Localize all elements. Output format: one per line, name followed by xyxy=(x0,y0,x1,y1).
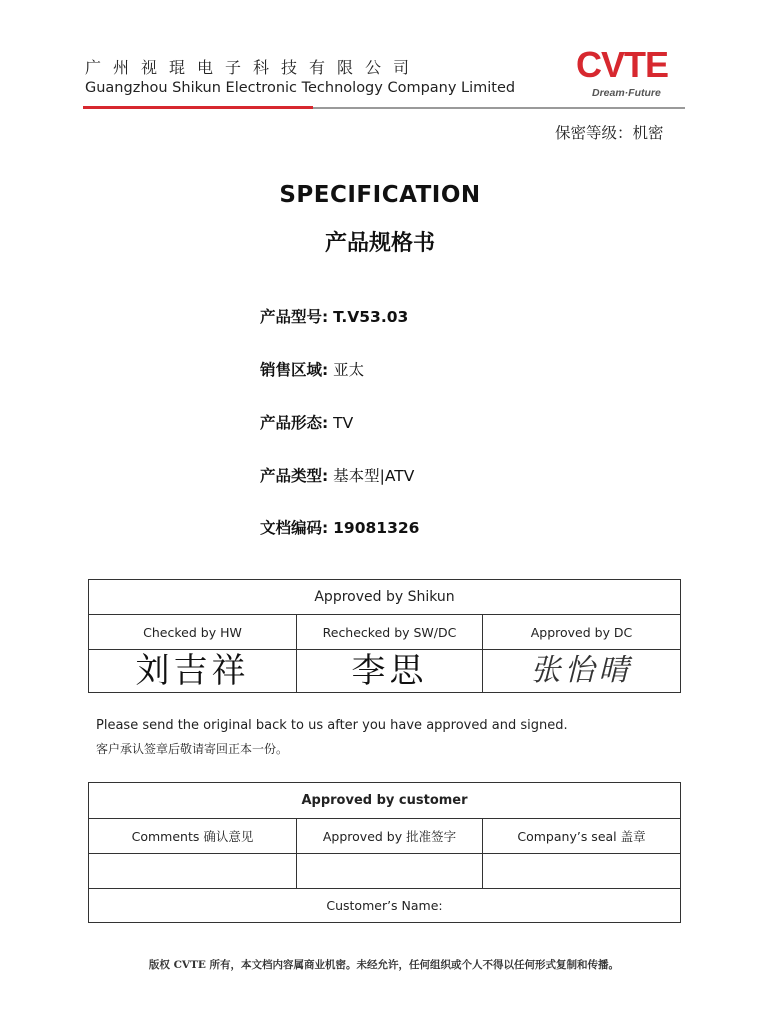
cvte-logo xyxy=(576,44,686,100)
field-product-type xyxy=(260,464,414,486)
field-doc-code xyxy=(260,516,419,538)
return-note-en: Please send the original back to us after you have approved and signed. xyxy=(96,718,568,733)
document-title-cn: 产品规格书 xyxy=(324,231,435,256)
field-label: 产品类型: xyxy=(260,467,329,485)
field-value: TV xyxy=(333,414,354,432)
header-rule xyxy=(83,106,685,109)
field-label: 产品型号: xyxy=(260,308,329,326)
signature-hw: 刘吉祥 xyxy=(135,651,250,691)
signature-cell-hw xyxy=(89,650,297,693)
return-note-cn: 客户承认签章后敬请寄回正本一份。 xyxy=(96,742,289,756)
field-sales-region xyxy=(260,358,364,380)
field-product-model xyxy=(260,305,408,327)
approval-signature-field[interactable] xyxy=(297,854,483,889)
shikun-approval-title: Approved by Shikun xyxy=(89,580,681,615)
signature-dc: 张怡晴 xyxy=(530,653,633,688)
signature-sw-dc: 李思 xyxy=(351,651,428,691)
signature-cell-dc xyxy=(483,650,681,693)
logo-slogan: Dream·Future xyxy=(592,87,661,99)
field-value: 亚太 xyxy=(333,361,365,379)
security-level: 保密等级：机密 xyxy=(555,124,664,142)
company-seal-field[interactable] xyxy=(483,854,681,889)
column-checked-by-hw: Checked by HW xyxy=(89,615,297,650)
customer-approval-table xyxy=(88,782,681,923)
field-label: 销售区域: xyxy=(260,361,329,379)
shikun-approval-table xyxy=(88,579,681,693)
company-name-en: Guangzhou Shikun Electronic Technology Company Limited xyxy=(85,80,516,96)
column-approved-by: Approved by 批准签字 xyxy=(297,819,483,854)
header-rule-gray xyxy=(313,107,685,109)
field-label: 文档编码: xyxy=(260,519,329,537)
column-comments: Comments 确认意见 xyxy=(89,819,297,854)
signature-cell-sw-dc xyxy=(297,650,483,693)
document-title-en: SPECIFICATION xyxy=(279,182,481,208)
field-value: 19081326 xyxy=(333,519,420,537)
customer-approval-title: Approved by customer xyxy=(89,783,681,819)
column-company-seal: Company’s seal 盖章 xyxy=(483,819,681,854)
field-product-form xyxy=(260,411,353,433)
customer-name-field[interactable]: Customer’s Name: xyxy=(89,889,681,923)
copyright-footer: 版权 CVTE 所有，本文档内容属商业机密。未经允许，任何组织或个人不得以任何形式复制和传播。 xyxy=(148,959,620,971)
comments-field[interactable] xyxy=(89,854,297,889)
company-name-cn: 广州视琨电子科技有限公司 xyxy=(85,58,422,77)
header-rule-red xyxy=(83,106,313,109)
column-approved-by-dc: Approved by DC xyxy=(483,615,681,650)
column-rechecked-by-sw-dc: Rechecked by SW/DC xyxy=(297,615,483,650)
field-value: T.V53.03 xyxy=(333,308,409,326)
logo-text: CVTE xyxy=(576,44,669,85)
field-label: 产品形态: xyxy=(260,414,329,432)
field-value: 基本型|ATV xyxy=(333,467,415,485)
